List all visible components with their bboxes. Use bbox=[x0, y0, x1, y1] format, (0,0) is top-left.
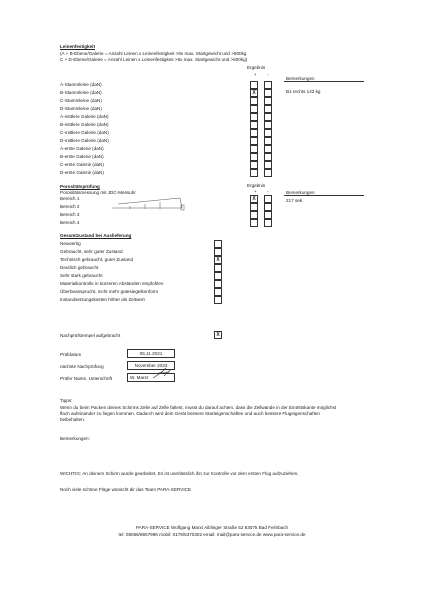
porositaet-minus-header: - bbox=[267, 189, 269, 194]
porositaet-title: Porositätsprüfung bbox=[60, 184, 100, 189]
leinen-row-label: D-mittlere Galerie (daN) bbox=[60, 138, 109, 143]
leinen-ergebnis-label: Ergebnis bbox=[247, 65, 266, 70]
leinen-checkbox-minus[interactable] bbox=[264, 121, 272, 129]
porositaet-checkbox-minus[interactable] bbox=[264, 203, 272, 211]
zustand-row-label: Sehr stark gebraucht bbox=[60, 273, 103, 278]
zustand-checkbox-mark[interactable] bbox=[214, 240, 222, 248]
porositaet-checkbox-plus[interactable]: X bbox=[250, 195, 258, 203]
leinen-row-label: B-mittlere Galerie (daN) bbox=[60, 122, 109, 127]
porositaet-bemerkungen-label: Bemerkungen bbox=[286, 190, 315, 195]
leinen-checkbox-minus[interactable] bbox=[264, 113, 272, 121]
leinen-row-label: A-Stammleine (daN) bbox=[60, 82, 102, 87]
leinen-row-label: B-erste Galerie (daN) bbox=[60, 154, 104, 159]
porositaet-checkbox-plus[interactable] bbox=[250, 219, 258, 227]
footer-line-2: tel: 08066/8857996 mobil: 0179/5370302 email: mail@para-service.de www.para-service.de bbox=[118, 532, 306, 537]
pruefdatum-field[interactable]: 05.11.2021 bbox=[127, 349, 175, 358]
porositaet-plus-header: + bbox=[254, 189, 257, 194]
tipps-text-3: beibehalten. bbox=[60, 417, 86, 422]
jdc-gauge-sketch bbox=[110, 194, 190, 218]
zustand-checkbox-mark[interactable] bbox=[214, 296, 222, 304]
leinen-formula-cd: C + D-Ebene/Galerie = Anzahl Leinen x Leinenfestigkeit >6x max. Startgewicht und >600kg) bbox=[60, 57, 248, 62]
zustand-row-label: Materialkontrolle in kürzeren Abständen empfohlen bbox=[60, 281, 164, 286]
leinen-checkbox-plus[interactable] bbox=[250, 81, 258, 89]
porositaet-checkbox-minus[interactable] bbox=[264, 219, 272, 227]
pruefer-field[interactable]: W. Marxt bbox=[127, 373, 175, 382]
zustand-row-label: Instandsetzungskosten höher als Zeitwert bbox=[60, 297, 145, 302]
pruefer-label: Prüfer Name, Unterschrift bbox=[60, 376, 113, 381]
leinen-checkbox-minus[interactable] bbox=[264, 145, 272, 153]
leinen-row-label: C-mittlere Galerie (daN) bbox=[60, 130, 109, 135]
leinen-checkbox-minus[interactable] bbox=[264, 129, 272, 137]
leinen-remark: B1 rechts 143 kg bbox=[286, 89, 321, 94]
naechste-label: nächste Nachprüfung bbox=[60, 364, 104, 369]
leinen-checkbox-plus[interactable] bbox=[250, 97, 258, 105]
leinen-checkbox-plus[interactable] bbox=[250, 161, 258, 169]
leinen-checkbox-plus[interactable] bbox=[250, 169, 258, 177]
footer-line-1: PARA-SERVICE Wolfgang Marxt Aiblinger Straße 52 83075 Bad Feilnbach bbox=[135, 525, 289, 530]
pruefdatum-label: Prüfdatum bbox=[60, 352, 82, 357]
gesamtzustand-title: Gesamtzustand bei Auslieferung bbox=[60, 233, 132, 238]
stempel-label: Nachprüfstempel aufgebracht bbox=[60, 333, 121, 338]
leinen-checkbox-minus[interactable] bbox=[264, 137, 272, 145]
porositaet-bemerkungen-divider bbox=[284, 195, 364, 196]
leinen-checkbox-minus[interactable] bbox=[264, 153, 272, 161]
leinen-plus-header: + bbox=[254, 72, 257, 77]
leinen-checkbox-plus[interactable] bbox=[250, 137, 258, 145]
leinen-bemerkungen-divider bbox=[284, 81, 364, 82]
zustand-row-label: Technisch gebraucht, guter Zustand bbox=[60, 257, 134, 262]
porositaet-remark: 217 sek. bbox=[286, 198, 304, 203]
bemerkungen-label: Bemerkungen: bbox=[60, 436, 90, 441]
zustand-checkbox-mark[interactable] bbox=[214, 264, 222, 272]
zustand-checkbox-mark[interactable] bbox=[214, 288, 222, 296]
leinen-formula-ab: (A + B-Ebene/Galerie = Anzahl Leinen x Leinenfestigkeit >8x max. Startgewicht und >800kg bbox=[60, 51, 247, 56]
zustand-row-label: Überbeansprucht, nicht mehr gütesiegelkonform bbox=[60, 289, 159, 294]
leinen-checkbox-plus[interactable]: X bbox=[250, 89, 258, 97]
leinen-checkbox-plus[interactable] bbox=[250, 145, 258, 153]
leinen-row-label: D-erste Galerie (daN) bbox=[60, 170, 104, 175]
leinen-checkbox-plus[interactable] bbox=[250, 113, 258, 121]
porositaet-checkbox-plus[interactable] bbox=[250, 203, 258, 211]
porositaet-row-label: Bereich 4 bbox=[60, 220, 80, 225]
hinweis-gruss: Noch viele schöne Flüge wünscht dir das Team PARA-SERVICE bbox=[60, 487, 191, 492]
leinen-checkbox-minus[interactable] bbox=[264, 89, 272, 97]
leinen-checkbox-minus[interactable] bbox=[264, 81, 272, 89]
zustand-checkbox-mark[interactable] bbox=[214, 272, 222, 280]
hinweis-text: WICHTIG: An deinem Schirm wurde gearbeitet. Es ist unerlässlich ihn zur Kontrolle vor dem ersten Flug aufzuziehen. bbox=[60, 471, 299, 476]
leinen-title: Leinenfestigkeit bbox=[60, 44, 95, 49]
tipps-text-1: Wenn du beim Packen deines Schirms Zelle auf Zelle faltest, musst du darauf achten, dass die Zellwände in der Eintrittskante möglichst bbox=[60, 405, 337, 410]
leinen-checkbox-minus[interactable] bbox=[264, 105, 272, 113]
leinen-row-label: A-erste Galerie (daN) bbox=[60, 146, 104, 151]
zustand-checkbox-mark[interactable] bbox=[214, 248, 222, 256]
porositaet-checkbox-minus[interactable] bbox=[264, 195, 272, 203]
leinen-checkbox-plus[interactable] bbox=[250, 129, 258, 137]
leinen-checkbox-plus[interactable] bbox=[250, 153, 258, 161]
leinen-row-label: C-Stammleine (daN) bbox=[60, 98, 102, 103]
porositaet-row-label: Bereich 1 bbox=[60, 196, 80, 201]
naechste-field[interactable]: November 2023 bbox=[127, 361, 175, 370]
leinen-row-label: C-erste Galerie (daN) bbox=[60, 162, 104, 167]
leinen-row-label: B-Stammleine (daN) bbox=[60, 90, 102, 95]
zustand-row-label: Gebraucht, sehr guter Zustand bbox=[60, 249, 123, 254]
leinen-minus-header: - bbox=[267, 72, 269, 77]
leinen-row-label: D-Stammleine (daN) bbox=[60, 106, 102, 111]
porositaet-checkbox-plus[interactable] bbox=[250, 211, 258, 219]
porositaet-subtitle: Porositätsmessung mit JDC-Messuhr bbox=[60, 190, 136, 195]
leinen-bemerkungen-label: Bemerkungen bbox=[286, 76, 315, 81]
porositaet-row-label: Bereich 2 bbox=[60, 204, 80, 209]
porositaet-checkbox-minus[interactable] bbox=[264, 211, 272, 219]
zustand-checkbox-mark[interactable] bbox=[214, 280, 222, 288]
porositaet-ergebnis-label: Ergebnis bbox=[247, 183, 266, 188]
porositaet-row-label: Bereich 3 bbox=[60, 212, 80, 217]
zustand-checkbox-mark[interactable]: X bbox=[214, 256, 222, 264]
zustand-row-label: Deutlich gebraucht bbox=[60, 265, 99, 270]
tipps-text-2: flach aufeinander zu liegen kommen. Dadurch wird dein Gerät bessere Starteigenschaften und auch bessere Flugeigenschaften bbox=[60, 411, 320, 416]
leinen-checkbox-plus[interactable] bbox=[250, 121, 258, 129]
leinen-checkbox-minus[interactable] bbox=[264, 169, 272, 177]
leinen-row-label: A-mittlere Galerie (daN) bbox=[60, 114, 109, 119]
leinen-checkbox-minus[interactable] bbox=[264, 97, 272, 105]
leinen-checkbox-minus[interactable] bbox=[264, 161, 272, 169]
leinen-checkbox-plus[interactable] bbox=[250, 105, 258, 113]
tipps-title: Tipps: bbox=[60, 398, 73, 403]
zustand-row-label: Neuwertig bbox=[60, 241, 81, 246]
signature-scribble bbox=[150, 366, 176, 382]
stempel-checkbox[interactable]: X bbox=[214, 331, 222, 339]
